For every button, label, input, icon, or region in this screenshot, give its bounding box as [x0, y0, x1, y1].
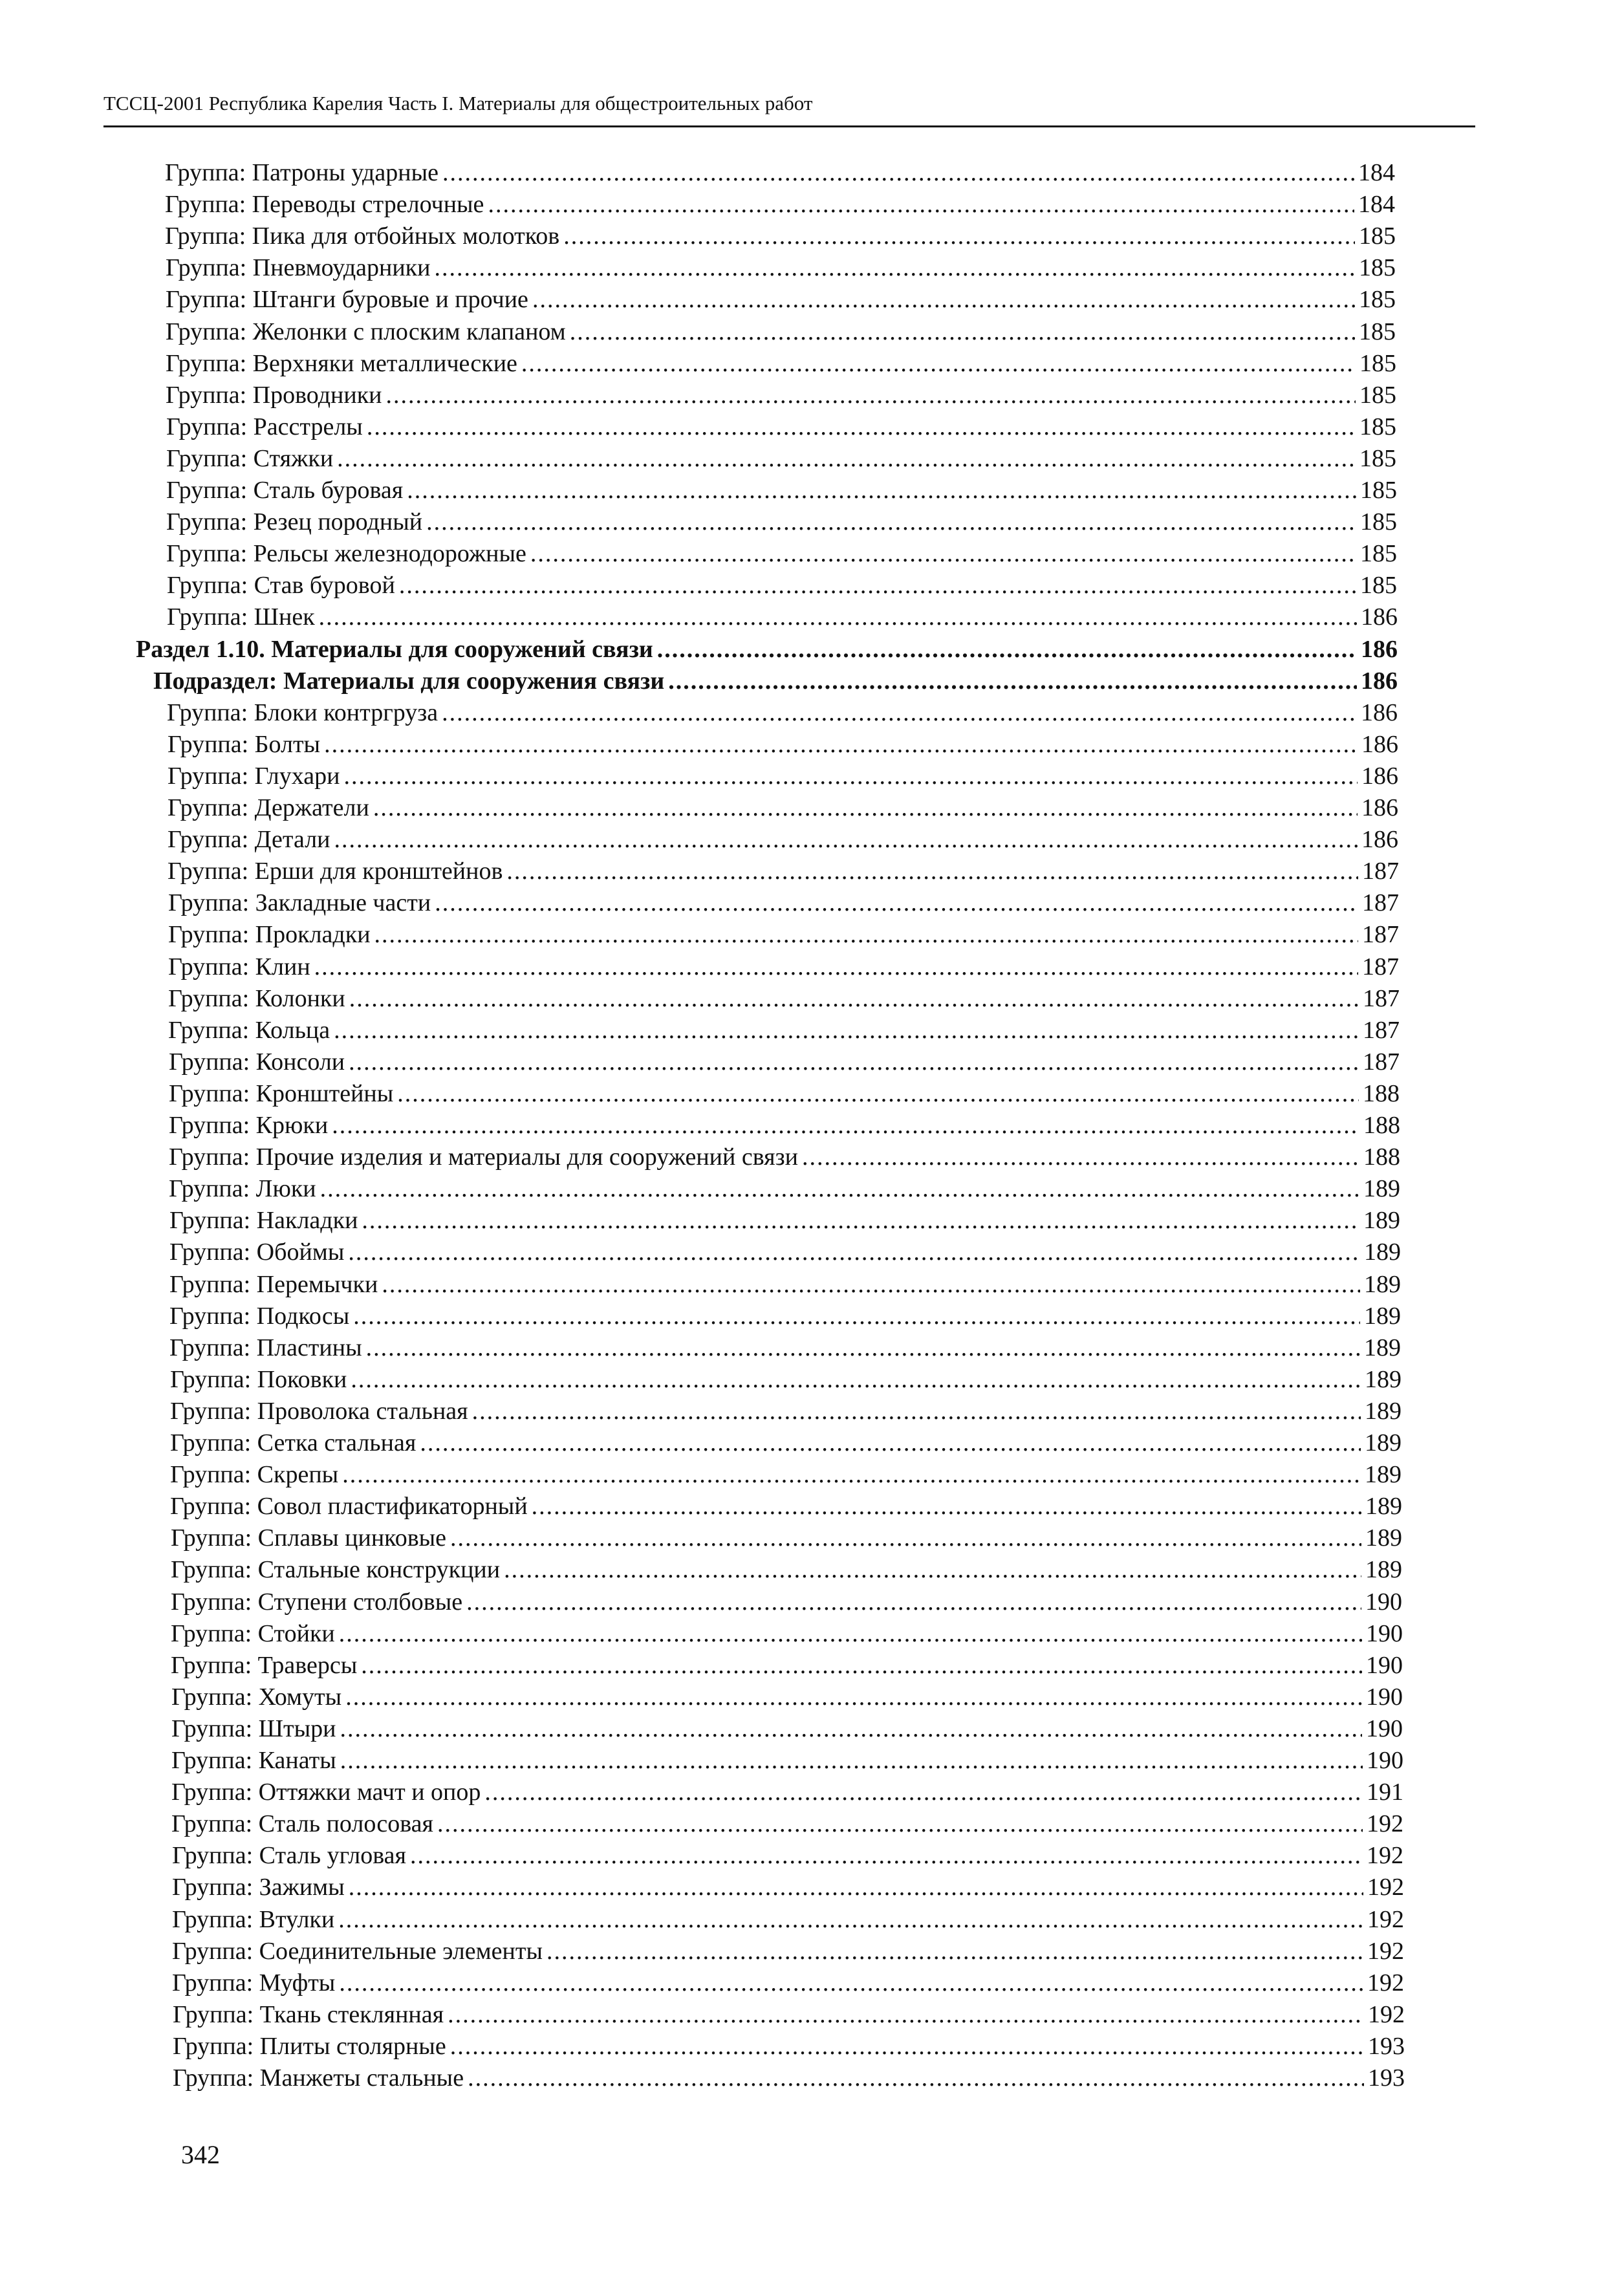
- toc-entry[interactable]: [168, 887, 1399, 919]
- dot-leader: [349, 1872, 1363, 1903]
- toc-entry-page-number: 187: [1362, 921, 1399, 948]
- toc-entry[interactable]: [171, 1777, 1403, 1808]
- toc-entry-page-number: 189: [1364, 1271, 1401, 1298]
- dot-leader: [450, 1522, 1361, 1554]
- toc-entry[interactable]: [169, 1237, 1401, 1268]
- dot-leader: [340, 1713, 1362, 1745]
- dot-leader: [802, 1141, 1359, 1173]
- toc-entry-label: Группа: Поковки: [170, 1366, 347, 1393]
- dot-leader: [386, 380, 1356, 411]
- toc-entry[interactable]: [171, 1808, 1403, 1840]
- toc-entry[interactable]: [168, 951, 1399, 983]
- dot-leader: [506, 856, 1358, 887]
- toc-entry-label: Группа: Детали: [168, 826, 330, 853]
- toc-subsection-entry[interactable]: [153, 665, 1398, 697]
- toc-entry-page-number: 192: [1367, 1969, 1404, 1996]
- toc-entry[interactable]: [168, 729, 1398, 761]
- dot-leader: [407, 475, 1356, 506]
- toc-entry[interactable]: [172, 1936, 1404, 1967]
- toc-entry[interactable]: [169, 1078, 1400, 1110]
- toc-entry-page-number: 192: [1367, 1874, 1404, 1901]
- toc-entry-page-number: 185: [1360, 572, 1397, 599]
- toc-entry-label: Группа: Оттяжки мачт и опор: [171, 1779, 481, 1806]
- dot-leader: [345, 1682, 1362, 1713]
- toc-entry-label: Группа: Крюки: [169, 1112, 329, 1139]
- toc-entry[interactable]: [167, 601, 1398, 633]
- toc-entry-page-number: 184: [1358, 191, 1395, 218]
- toc-entry-page-number: 185: [1359, 445, 1396, 472]
- running-header: ТССЦ-2001 Республика Карелия Часть I. Материалы для общестроительных работ: [103, 92, 813, 114]
- toc-entry[interactable]: [173, 1999, 1405, 2031]
- toc-entry-label: Группа: Шнек: [167, 603, 315, 631]
- toc-entry-page-number: 193: [1368, 2064, 1405, 2092]
- toc-entry-label: Группа: Совол пластификаторный: [170, 1493, 528, 1520]
- toc-entry-label: Группа: Закладные части: [168, 889, 431, 916]
- toc-entry-page-number: 189: [1363, 1207, 1400, 1234]
- toc-entry[interactable]: [165, 189, 1395, 221]
- toc-entry[interactable]: [170, 1459, 1402, 1491]
- dot-leader: [361, 1650, 1362, 1682]
- toc-entry[interactable]: [170, 1364, 1402, 1396]
- toc-entry-page-number: 192: [1368, 2001, 1405, 2028]
- toc-entry-page-number: 185: [1359, 286, 1396, 313]
- toc-entry-label: Группа: Плиты столярные: [173, 2033, 446, 2060]
- toc-entry-page-number: 188: [1363, 1112, 1400, 1139]
- dot-leader: [340, 1745, 1363, 1777]
- toc-entry[interactable]: [165, 221, 1396, 252]
- toc-entry-page-number: 186: [1361, 603, 1398, 631]
- toc-entry-page-number: 192: [1367, 1842, 1403, 1869]
- toc-entry-label: Группа: Блоки контргруза: [167, 699, 438, 726]
- toc-entry-page-number: 189: [1365, 1461, 1402, 1488]
- toc-entry-label: Группа: Колонки: [168, 985, 345, 1012]
- toc-entry-label: Группа: Втулки: [172, 1906, 335, 1933]
- dot-leader: [373, 792, 1358, 824]
- dot-leader: [466, 1586, 1361, 1618]
- toc-entry-page-number: 185: [1359, 382, 1396, 409]
- toc-entry-page-number: 187: [1362, 953, 1399, 980]
- toc-entry[interactable]: [171, 1650, 1403, 1682]
- toc-entry-page-number: 188: [1363, 1080, 1400, 1107]
- page-number: 342: [181, 2140, 220, 2169]
- toc-entry-label: Группа: Рельсы железнодорожные: [166, 540, 526, 567]
- toc-entry-label: Группа: Накладки: [169, 1207, 358, 1234]
- toc-entry-page-number: 185: [1359, 318, 1396, 345]
- toc-entry-label: Группа: Пика для отбойных молотков: [165, 222, 560, 250]
- dot-leader: [397, 1078, 1359, 1110]
- toc-entry-page-number: 186: [1361, 826, 1398, 853]
- toc-entry-label: Группа: Люки: [169, 1175, 316, 1202]
- toc-entry-label: Группа: Ерши для кронштейнов: [168, 858, 503, 885]
- dot-leader: [366, 1332, 1360, 1364]
- toc-entry-label: Группа: Манжеты стальные: [173, 2064, 464, 2092]
- toc-entry-page-number: 185: [1360, 477, 1397, 504]
- toc-entry-label: Группа: Штанги буровые и прочие: [166, 286, 528, 313]
- toc-entry-page-number: 186: [1361, 699, 1398, 726]
- toc-entry-label: Группа: Сталь буровая: [166, 477, 404, 504]
- toc-entry-page-number: 189: [1363, 1175, 1400, 1202]
- toc-entry-label: Группа: Ступени столбовые: [171, 1588, 463, 1616]
- toc-entry[interactable]: [173, 2031, 1405, 2062]
- toc-entry-page-number: 192: [1367, 1938, 1404, 1965]
- toc-entry[interactable]: [169, 1205, 1400, 1237]
- dot-leader: [337, 443, 1356, 475]
- toc-entry[interactable]: [172, 1904, 1404, 1936]
- toc-entry[interactable]: [170, 1427, 1402, 1459]
- dot-leader: [435, 887, 1358, 919]
- toc-entry-page-number: 189: [1365, 1556, 1402, 1583]
- toc-entry-label: Группа: Стяжки: [166, 445, 334, 472]
- dot-leader: [320, 1173, 1359, 1205]
- toc-entry-label: Группа: Подкосы: [169, 1303, 350, 1330]
- dot-leader: [484, 1777, 1363, 1808]
- toc-entry[interactable]: [166, 411, 1396, 443]
- toc-entry-page-number: 187: [1363, 1017, 1400, 1044]
- dot-leader: [563, 221, 1355, 252]
- toc-entry-page-number: 187: [1362, 858, 1399, 885]
- dot-leader: [332, 1110, 1359, 1141]
- toc-entry-label: Группа: Прочие изделия и материалы для сооружений связи: [169, 1143, 798, 1171]
- dot-leader: [338, 1904, 1363, 1936]
- toc-entry-page-number: 189: [1364, 1303, 1401, 1330]
- toc-entry-page-number: 190: [1366, 1715, 1403, 1742]
- dot-leader: [434, 252, 1355, 284]
- toc-entry[interactable]: [166, 252, 1396, 284]
- header-rule: [103, 125, 1475, 127]
- toc-entry[interactable]: [168, 919, 1399, 951]
- toc-entry-page-number: 189: [1365, 1524, 1402, 1552]
- toc-entry-page-number: 187: [1363, 1048, 1400, 1076]
- toc-entry-label: Группа: Муфты: [172, 1969, 336, 1996]
- toc-entry[interactable]: [170, 1396, 1402, 1427]
- dot-leader: [342, 1459, 1361, 1491]
- toc-entry-label: Группа: Проволока стальная: [170, 1398, 468, 1425]
- dot-leader: [488, 189, 1354, 221]
- dot-leader: [339, 1967, 1363, 1999]
- toc-entry-page-number: 185: [1360, 508, 1397, 536]
- toc-entry-page-number: 189: [1365, 1429, 1402, 1456]
- dot-leader: [382, 1269, 1360, 1301]
- toc-entry[interactable]: [169, 1269, 1401, 1301]
- toc-entry-page-number: 190: [1365, 1588, 1402, 1616]
- toc-entry-label: Группа: Клин: [168, 953, 310, 980]
- dot-leader: [351, 1364, 1361, 1396]
- toc-entry-page-number: 188: [1363, 1143, 1400, 1171]
- dot-leader: [521, 348, 1356, 380]
- dot-leader: [349, 983, 1359, 1015]
- toc-entry[interactable]: [170, 1491, 1402, 1522]
- dot-leader: [343, 761, 1358, 792]
- toc-entry[interactable]: [167, 570, 1397, 601]
- toc-entry[interactable]: [168, 1015, 1400, 1046]
- toc-entry[interactable]: [172, 1967, 1404, 1999]
- toc-entry-page-number: 186: [1361, 731, 1398, 758]
- toc-entry[interactable]: [173, 2062, 1405, 2094]
- dot-leader: [570, 316, 1355, 348]
- toc-entry-page-number: 186: [1361, 763, 1398, 790]
- toc-entry-label: Группа: Кольца: [168, 1017, 330, 1044]
- toc-entry-label: Группа: Канаты: [171, 1747, 336, 1774]
- toc-entry[interactable]: [172, 1872, 1404, 1903]
- toc-entry[interactable]: [168, 983, 1400, 1015]
- toc-entry-label: Подраздел: Материалы для сооружения связи: [153, 667, 665, 695]
- dot-leader: [504, 1554, 1361, 1586]
- toc-entry[interactable]: [166, 380, 1396, 411]
- toc-entry-label: Группа: Став буровой: [167, 572, 395, 599]
- toc-entry[interactable]: [169, 1173, 1400, 1205]
- toc-entry-label: Группа: Соединительные элементы: [172, 1938, 543, 1965]
- toc-entry[interactable]: [171, 1586, 1402, 1618]
- toc-entry-label: Группа: Желонки с плоским клапаном: [166, 318, 566, 345]
- toc-entry-label: Раздел 1.10. Материалы для сооружений связи: [136, 636, 653, 663]
- toc-entry-label: Группа: Глухари: [168, 763, 340, 790]
- toc-entry[interactable]: [166, 443, 1396, 475]
- toc-entry-page-number: 189: [1364, 1334, 1401, 1361]
- toc-entry-page-number: 185: [1359, 222, 1396, 250]
- dot-leader: [314, 951, 1358, 983]
- toc-entry[interactable]: [172, 1840, 1403, 1872]
- dot-leader: [530, 538, 1356, 570]
- toc-entry[interactable]: [169, 1110, 1400, 1141]
- toc-entry-label: Группа: Пластины: [169, 1334, 362, 1361]
- toc-entry[interactable]: [166, 475, 1397, 506]
- toc-entry[interactable]: [167, 697, 1398, 729]
- dot-leader: [362, 1205, 1359, 1237]
- dot-leader: [532, 284, 1355, 316]
- toc-entry-label: Группа: Обоймы: [169, 1239, 345, 1266]
- toc-entry[interactable]: [168, 824, 1398, 856]
- toc-entry-page-number: 187: [1362, 889, 1399, 916]
- toc-entry[interactable]: [169, 1301, 1401, 1332]
- toc-entry-page-number: 185: [1359, 350, 1396, 377]
- toc-entry[interactable]: [171, 1522, 1402, 1554]
- toc-entry-label: Группа: Пневмоударники: [166, 254, 431, 281]
- toc-entry-label: Группа: Сплавы цинковые: [171, 1524, 447, 1552]
- toc-entry-label: Группа: Болты: [168, 731, 321, 758]
- toc-entry[interactable]: [165, 157, 1395, 189]
- toc-entry-page-number: 189: [1365, 1493, 1402, 1520]
- dot-leader: [420, 1427, 1361, 1459]
- toc-entry-page-number: 190: [1366, 1683, 1403, 1711]
- toc-entry-label: Группа: Стальные конструкции: [171, 1556, 501, 1583]
- toc-entry-label: Группа: Сталь угловая: [172, 1842, 406, 1869]
- dot-leader: [442, 157, 1354, 189]
- toc-entry[interactable]: [169, 1332, 1401, 1364]
- toc-section-entry[interactable]: [136, 634, 1398, 665]
- dot-leader: [472, 1396, 1361, 1427]
- toc-entry[interactable]: [166, 506, 1397, 538]
- toc-entry-label: Группа: Патроны ударные: [165, 159, 438, 186]
- toc-entry-label: Группа: Прокладки: [168, 921, 371, 948]
- dot-leader: [367, 411, 1356, 443]
- toc-entry-page-number: 190: [1366, 1652, 1403, 1679]
- toc-entry[interactable]: [171, 1682, 1403, 1713]
- toc-entry-label: Группа: Резец породный: [166, 508, 423, 536]
- dot-leader: [348, 1237, 1360, 1268]
- dot-leader: [448, 1999, 1364, 2031]
- dot-leader: [324, 729, 1358, 761]
- toc-entry-label: Группа: Кронштейны: [169, 1080, 394, 1107]
- toc-entry[interactable]: [171, 1618, 1403, 1650]
- dot-leader: [339, 1618, 1362, 1650]
- dot-leader: [437, 1808, 1363, 1840]
- toc-entry-label: Группа: Консоли: [169, 1048, 345, 1076]
- toc-entry-label: Группа: Проводники: [166, 382, 382, 409]
- toc-entry-page-number: 192: [1367, 1906, 1404, 1933]
- toc-entry-label: Группа: Расстрелы: [166, 413, 363, 440]
- toc-entry-page-number: 184: [1358, 159, 1395, 186]
- toc-entry-page-number: 189: [1365, 1366, 1402, 1393]
- toc-entry-label: Группа: Хомуты: [171, 1683, 342, 1711]
- toc-entry-page-number: 187: [1363, 985, 1400, 1012]
- toc-entry-label: Группа: Стойки: [171, 1620, 335, 1647]
- dot-leader: [426, 506, 1356, 538]
- toc-entry[interactable]: [169, 1046, 1400, 1078]
- dot-leader: [334, 824, 1358, 856]
- dot-leader: [442, 697, 1357, 729]
- toc-entry[interactable]: [168, 792, 1398, 824]
- dot-leader: [468, 2062, 1364, 2094]
- toc-entry[interactable]: [166, 316, 1396, 348]
- toc-entry[interactable]: [166, 348, 1396, 380]
- toc-entry-page-number: 186: [1361, 667, 1398, 695]
- dot-leader: [547, 1936, 1363, 1967]
- dot-leader: [374, 919, 1358, 951]
- toc-entry-page-number: 190: [1366, 1620, 1403, 1647]
- toc-entry-page-number: 192: [1367, 1810, 1403, 1837]
- toc-entry-page-number: 186: [1361, 636, 1398, 663]
- toc-entry[interactable]: [171, 1554, 1402, 1586]
- dot-leader: [410, 1840, 1363, 1872]
- dot-leader: [668, 665, 1357, 697]
- dot-leader: [399, 570, 1356, 601]
- toc-entry-label: Группа: Переводы стрелочные: [165, 191, 484, 218]
- toc-entry-label: Группа: Сталь полосовая: [171, 1810, 433, 1837]
- toc-entry[interactable]: [171, 1713, 1403, 1745]
- toc-entry-page-number: 185: [1359, 254, 1396, 281]
- toc-entry-label: Группа: Сетка стальная: [170, 1429, 417, 1456]
- toc-entry-page-number: 190: [1367, 1747, 1403, 1774]
- toc-entry-label: Группа: Траверсы: [171, 1652, 358, 1679]
- toc-entry-label: Группа: Скрепы: [170, 1461, 339, 1488]
- toc-entry-page-number: 189: [1365, 1398, 1402, 1425]
- dot-leader: [450, 2031, 1364, 2062]
- dot-leader: [334, 1015, 1359, 1046]
- toc-entry[interactable]: [166, 538, 1397, 570]
- toc-entry[interactable]: [171, 1745, 1403, 1777]
- toc-entry[interactable]: [166, 284, 1396, 316]
- toc-entry-page-number: 193: [1368, 2033, 1405, 2060]
- dot-leader: [657, 634, 1357, 665]
- dot-leader: [349, 1046, 1359, 1078]
- toc-entry-label: Группа: Верхняки металлические: [166, 350, 517, 377]
- dot-leader: [532, 1491, 1361, 1522]
- dot-leader: [319, 601, 1357, 633]
- toc-entry-page-number: 191: [1367, 1779, 1403, 1806]
- toc-entry-page-number: 185: [1359, 413, 1396, 440]
- toc-entry-label: Группа: Штыри: [171, 1715, 336, 1742]
- toc-entry-page-number: 189: [1364, 1239, 1401, 1266]
- toc-entry-label: Группа: Ткань стеклянная: [173, 2001, 444, 2028]
- toc-entry-label: Группа: Перемычки: [169, 1271, 378, 1298]
- toc-entry-label: Группа: Держатели: [168, 794, 369, 821]
- toc-entry[interactable]: [168, 761, 1398, 792]
- toc-entry-page-number: 185: [1360, 540, 1397, 567]
- toc-entry-page-number: 186: [1361, 794, 1398, 821]
- dot-leader: [353, 1301, 1360, 1332]
- toc-entry[interactable]: [169, 1141, 1400, 1173]
- toc-entry-label: Группа: Зажимы: [172, 1874, 345, 1901]
- toc-entry[interactable]: [168, 856, 1399, 887]
